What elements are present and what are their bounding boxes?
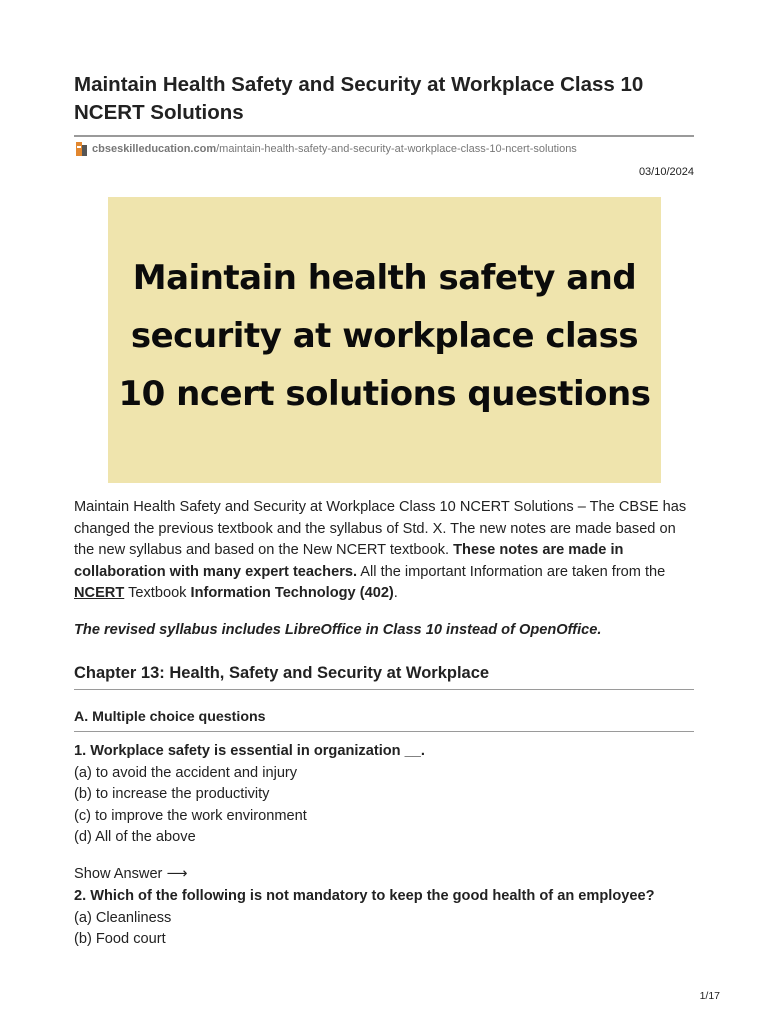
chapter-divider bbox=[74, 689, 694, 690]
intro-text-3: Textbook bbox=[124, 585, 191, 602]
show-answer-button[interactable]: Show Answer ⟶ bbox=[74, 866, 188, 882]
featured-image bbox=[108, 197, 661, 483]
intro-text-2: All the important Information are taken from the bbox=[357, 563, 666, 580]
capture-date: 03/10/2024 bbox=[638, 166, 694, 178]
intro-bold-2: Information Technology (402) bbox=[190, 585, 394, 602]
source-url[interactable] bbox=[74, 141, 577, 157]
section-divider bbox=[74, 731, 694, 732]
question-1-option-c: (c) to improve the work environment bbox=[74, 807, 307, 824]
site-favicon-icon bbox=[74, 141, 88, 157]
question-1 bbox=[74, 741, 694, 849]
question-1-option-a: (a) to avoid the accident and injury bbox=[74, 764, 298, 781]
page-title: Maintain Health Safety and Security at Workplace Class 10 NCERT Solutions bbox=[74, 73, 644, 124]
featured-image-text: Maintain health safety and security at workplace class 10 ncert solutions questions bbox=[118, 258, 651, 414]
question-2-option-b: (b) Food court bbox=[74, 931, 166, 948]
intro-text-1: Maintain Health Safety and Security at Workplace Class 10 NCERT Solutions – The CBSE has changed the previous textbook and the syllabus of Std. X. The new notes are made based on the new syllabus and based on the New NCERT textbook. bbox=[74, 499, 687, 559]
intro-paragraph bbox=[74, 497, 694, 605]
question-1-option-d: (d) All of the above bbox=[74, 829, 196, 846]
source-path[interactable]: /maintain-health-safety-and-security-at-workplace-class-10-ncert-solutions bbox=[216, 143, 577, 155]
source-domain[interactable]: cbseskilleducation.com bbox=[92, 143, 217, 155]
syllabus-note: The revised syllabus includes LibreOffice in Class 10 instead of OpenOffice. bbox=[74, 622, 602, 638]
intro-text-4: . bbox=[393, 585, 398, 602]
question-1-option-b: (b) to increase the productivity bbox=[74, 786, 270, 803]
question-2-option-a: (a) Cleanliness bbox=[74, 909, 172, 926]
chapter-heading: Chapter 13: Health, Safety and Security at Workplace bbox=[74, 664, 490, 682]
ncert-link[interactable]: NCERT bbox=[74, 585, 125, 602]
question-2 bbox=[74, 886, 694, 951]
intro-bold-1: These notes are made in collaboration with many expert teachers. bbox=[74, 542, 624, 580]
title-divider bbox=[74, 135, 694, 137]
section-heading: A. Multiple choice questions bbox=[74, 709, 266, 725]
question-1-text: 1. Workplace safety is essential in organization __. bbox=[74, 743, 425, 759]
question-2-text: 2. Which of the following is not mandatory to keep the good health of an employee? bbox=[74, 888, 655, 904]
page-number: 1/17 bbox=[699, 990, 720, 1002]
